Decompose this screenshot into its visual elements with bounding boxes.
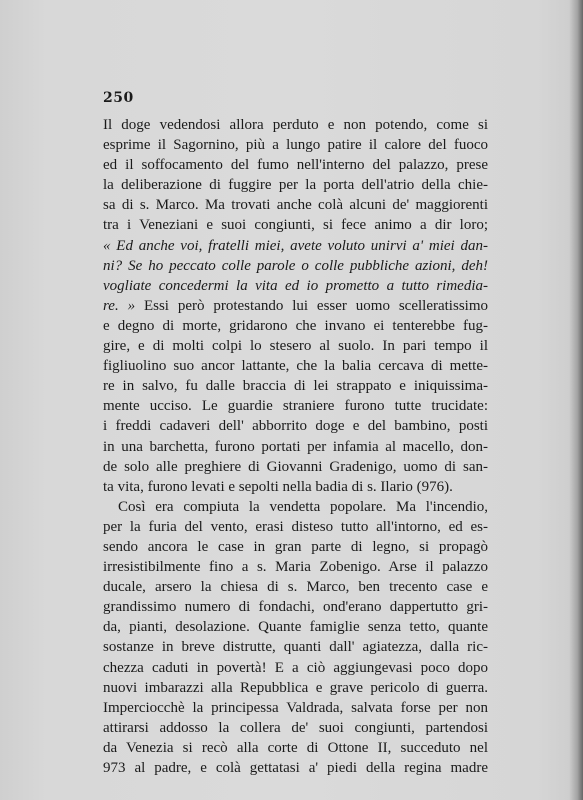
text-span: in una barchetta, furono portati per infamia al macello, don- <box>103 438 488 455</box>
italic-text-span: vogliate concedermi la vita ed io prometto a tutto rimedia- <box>103 277 488 294</box>
text-line <box>103 577 488 597</box>
body-text <box>103 115 488 778</box>
page-number: 250 <box>103 90 134 106</box>
text-span: da Venezia si recò alla corte di Ottone II, succeduto nel <box>103 739 488 756</box>
text-line <box>103 738 488 758</box>
text-line <box>103 617 488 637</box>
text-span: sendo ancora le case in gran parte di legno, si propagò <box>103 538 488 555</box>
text-span: Essi però protestando lui esser uomo scelleratissimo <box>143 297 488 314</box>
text-line <box>103 236 488 256</box>
text-line <box>103 256 488 276</box>
text-span: ducale, arsero la chiesa di s. Marco, ben trecento case e <box>103 579 488 596</box>
text-span: esprime il Sagornino, più a lungo patire il calore del fuoco <box>103 137 488 154</box>
text-line <box>103 396 488 416</box>
text-span: gire, e di molti colpi lo stesero al suolo. In pari tempo il <box>103 338 488 355</box>
text-span: de solo alle preghiere di Giovanni Gradenigo, uomo di san- <box>103 458 488 475</box>
italic-text-span: « Ed anche voi, fratelli miei, avete voluto unirvi a' miei dan- <box>103 237 488 254</box>
text-line <box>103 457 488 477</box>
text-span: ed il soffocamento del fumo nell'interno del palazzo, prese <box>103 157 488 174</box>
text-span: ta vita, furono levati e sepolti nella badia di s. Ilario (976). <box>103 478 453 495</box>
text-line <box>103 658 488 678</box>
text-line <box>103 416 488 436</box>
text-span: nuovi imbarazzi alla Repubblica e grave pericolo di guerra. <box>103 679 488 696</box>
text-line <box>103 437 488 457</box>
text-line <box>103 698 488 718</box>
text-span: i freddi cadaveri dell' abborrito doge e del bambino, posti <box>103 418 488 435</box>
text-span: da, pianti, desolazione. Quante famiglie senza tetto, quante <box>103 619 488 636</box>
text-span: tra i Veneziani e suoi congiunti, si fece animo a dir loro; <box>103 217 488 234</box>
text-line <box>103 517 488 537</box>
text-line <box>103 155 488 175</box>
text-line <box>103 135 488 155</box>
text-line <box>103 477 488 497</box>
text-span: chezza caduti in povertà! E a ciò aggiungevasi poco dopo <box>103 659 488 676</box>
text-line <box>103 497 488 517</box>
text-line <box>103 537 488 557</box>
text-line <box>103 376 488 396</box>
text-line <box>103 356 488 376</box>
text-span: Il doge vedendosi allora perduto e non potendo, come si <box>103 117 488 133</box>
text-line <box>103 115 488 135</box>
text-line <box>103 678 488 698</box>
text-line <box>103 637 488 657</box>
text-span: Imperciocchè la principessa Valdrada, salvata forse per non <box>103 699 488 716</box>
text-span: re in salvo, fu dalle braccia di lei strappato e iniquissima- <box>103 378 488 395</box>
text-span: figliuolino suo ancor lattante, che la balia cercava di mette- <box>103 358 488 375</box>
text-line <box>103 316 488 336</box>
page-edge-shadow <box>569 0 583 800</box>
text-span: grandissimo numero di fondachi, ond'erano dappertutto gri- <box>103 599 488 616</box>
text-line <box>103 276 488 296</box>
text-span: la deliberazione di fuggire per la porta dell'atrio della chie- <box>103 177 488 194</box>
text-span: 973 al padre, e colà gettatasi a' piedi della regina madre <box>103 760 488 776</box>
text-line <box>103 758 488 778</box>
text-span: Così era compiuta la vendetta popolare. Ma l'incendio, <box>118 498 488 515</box>
text-span: per la furia del vento, erasi disteso tutto all'intorno, ed es- <box>103 518 488 535</box>
text-line <box>103 718 488 738</box>
text-line <box>103 296 488 316</box>
italic-text-span: re. » <box>103 297 144 314</box>
italic-text-span: ni? Se ho peccato colle parole o colle pubbliche azioni, deh! <box>103 257 488 274</box>
text-line <box>103 215 488 235</box>
text-span: irresistibilmente fino a s. Maria Zobenigo. Arse il palazzo <box>103 559 488 576</box>
text-span: mente ucciso. Le guardie straniere furono tutte trucidate: <box>103 398 488 415</box>
text-span: attirarsi addosso la collera de' suoi congiunti, partendosi <box>103 719 488 736</box>
text-line <box>103 597 488 617</box>
text-span: sostanze in breve distrutte, quanti dall' agiatezza, dalla ric- <box>103 639 488 656</box>
text-line <box>103 195 488 215</box>
text-span: e degno di morte, gridarono che invano ei tenterebbe fug- <box>103 317 488 334</box>
text-line <box>103 336 488 356</box>
text-span: sa di s. Marco. Ma trovati anche colà alcuni de' maggiorenti <box>103 197 488 214</box>
text-line <box>103 557 488 577</box>
text-line <box>103 175 488 195</box>
